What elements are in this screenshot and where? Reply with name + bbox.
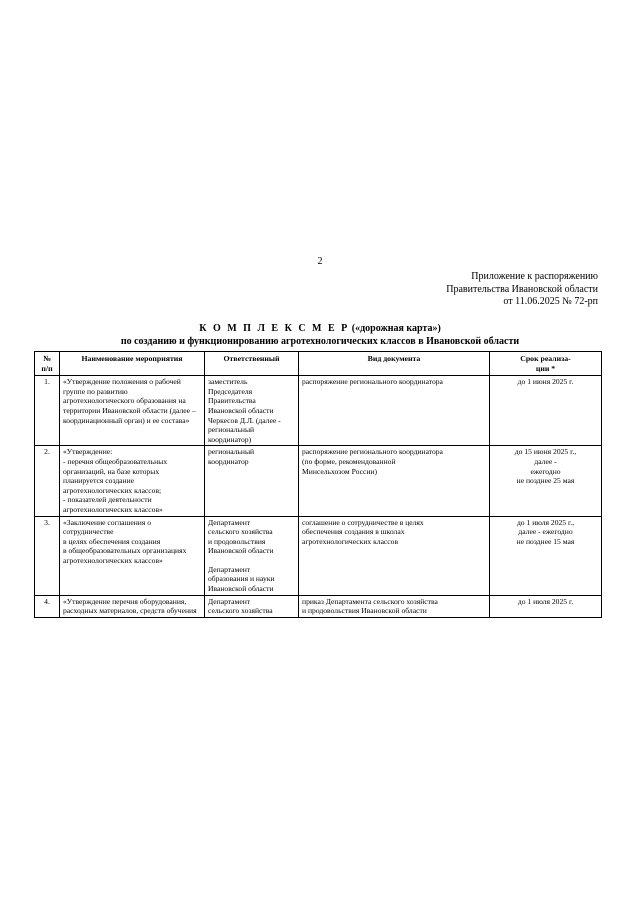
responsible-text-secondary: Департамент образования и науки Ивановской области [208, 564, 275, 594]
responsible-text: заместитель Председателя Правительства Ивановской области Черкесов Д.Л. (далее - региональный координатор) [208, 377, 281, 444]
row-num: 4. [35, 595, 60, 617]
responsible-text: Департамент сельского хозяйства [208, 596, 273, 616]
row-deadline: до 1 июля 2025 г., далее - ежегодно не позднее 15 мая [490, 516, 602, 595]
row-responsible [205, 446, 299, 516]
row-document: приказ Департамента сельского хозяйства и продовольствия Ивановской области [299, 595, 490, 617]
row-responsible [205, 376, 299, 446]
row-deadline: до 15 июня 2025 г., далее - ежегодно не позднее 25 мая [490, 446, 602, 516]
responsible-text: региональный координатор [208, 447, 255, 466]
row-name: «Утверждение: - перечня общеобразовательных организаций, на базе которых планируется создание агротехнологических классов; - показателей деятельности агротехнологических классов» [60, 446, 205, 516]
table-row [35, 516, 602, 595]
table-header-row [35, 352, 602, 376]
appendix-line: от 11.06.2025 № 72-рп [503, 296, 598, 307]
title-main: К О М П Л Е К С М Е Р [199, 323, 350, 334]
header-responsible: Ответственный [205, 352, 299, 376]
header-num: № п/п [35, 352, 60, 376]
table-row [35, 376, 602, 446]
row-num: 3. [35, 516, 60, 595]
row-name: «Заключение соглашения о сотрудничестве в целях обеспечения создания в общеобразовательных организациях агротехнологических классов» [60, 516, 205, 595]
header-deadline: Срок реализа- ции * [490, 352, 602, 376]
row-document: распоряжение регионального координатора (по форме, рекомендованной Минсельхозом России) [299, 446, 490, 516]
page-number: 2 [317, 256, 323, 267]
appendix-header [446, 271, 598, 309]
row-deadline: до 1 июля 2025 г. [490, 595, 602, 617]
row-deadline: до 1 июня 2025 г. [490, 376, 602, 446]
appendix-line: Приложение к распоряжению [471, 271, 598, 282]
row-document: соглашение о сотрудничестве в целях обеспечения создания в школах агротехнологических классов [299, 516, 490, 595]
document-title [0, 322, 640, 348]
roadmap-table [34, 351, 602, 618]
header-name: Наименование мероприятия [60, 352, 205, 376]
title-line-2: по созданию и функционированию агротехнологических классов в Ивановской области [120, 336, 520, 347]
title-subtitle: («дорожная карта») [349, 323, 441, 334]
appendix-line: Правительства Ивановской области [446, 283, 598, 295]
row-responsible [205, 595, 299, 617]
responsible-text: Департамент сельского хозяйства и продовольствия Ивановской области [208, 517, 274, 556]
row-name: «Утверждение перечня оборудования, расходных материалов, средств обучения [60, 595, 205, 617]
row-responsible [205, 516, 299, 595]
row-num: 1. [35, 376, 60, 446]
table-row [35, 446, 602, 516]
row-num: 2. [35, 446, 60, 516]
table-row [35, 595, 602, 617]
row-name: «Утверждение положения о рабочей группе по развитию агротехнологического образования на территории Ивановской области (далее – координационный орган) и ее состава» [60, 376, 205, 446]
header-document: Вид документа [299, 352, 490, 376]
title-line-1 [0, 322, 640, 335]
row-document: распоряжение регионального координатора [299, 376, 490, 446]
